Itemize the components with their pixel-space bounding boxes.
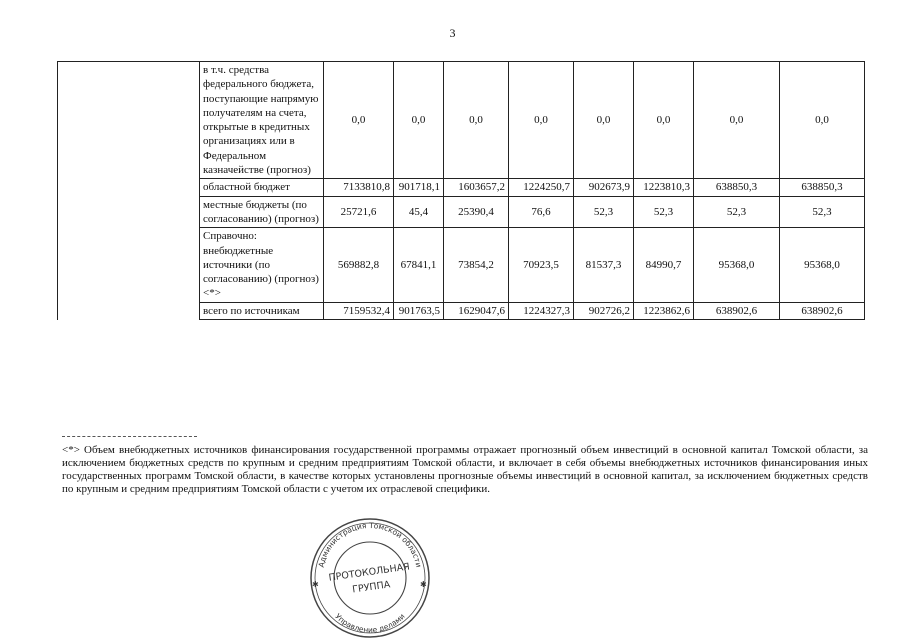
value-cell: 1224250,7 bbox=[509, 179, 574, 196]
value-cell: 901763,5 bbox=[394, 302, 444, 319]
value-cell: 638850,3 bbox=[694, 179, 780, 196]
value-cell: 95368,0 bbox=[780, 228, 865, 302]
value-cell: 0,0 bbox=[780, 62, 865, 179]
value-cell: 1224327,3 bbox=[509, 302, 574, 319]
value-cell: 1603657,2 bbox=[444, 179, 509, 196]
value-cell: 70923,5 bbox=[509, 228, 574, 302]
value-cell: 0,0 bbox=[694, 62, 780, 179]
value-cell: 52,3 bbox=[634, 196, 694, 228]
footnote-text: <*> Объем внебюджетных источников финансирования государственной программы отражает прогнозный объем инвестиций в основной капитал Томской области, за исключением бюджетных средств по крупным и средним предприятиям Томской области, и включает в себя объемы внебюджетных источников финансирования иных государственных программ Томской области, в качестве которых установлены прогнозные объемы инвестиций в основной капитал, за исключением бюджетных средств по крупным и средним предприятиям Томской области с учетом их отраслевой специфики. bbox=[62, 444, 868, 495]
value-cell: 81537,3 bbox=[574, 228, 634, 302]
value-cell: 1223862,6 bbox=[634, 302, 694, 319]
value-cell: 0,0 bbox=[509, 62, 574, 179]
value-cell: 52,3 bbox=[574, 196, 634, 228]
value-cell: 7133810,8 bbox=[324, 179, 394, 196]
value-cell: 638902,6 bbox=[694, 302, 780, 319]
value-cell: 638850,3 bbox=[780, 179, 865, 196]
value-cell: 7159532,4 bbox=[324, 302, 394, 319]
value-cell: 0,0 bbox=[444, 62, 509, 179]
value-cell: 638902,6 bbox=[780, 302, 865, 319]
value-cell: 67841,1 bbox=[394, 228, 444, 302]
value-cell: 0,0 bbox=[634, 62, 694, 179]
empty-cell bbox=[58, 62, 200, 320]
footnote-separator bbox=[62, 436, 197, 437]
stamp-outer-text: Администрация Томской области bbox=[316, 520, 424, 569]
value-cell: 901718,1 bbox=[394, 179, 444, 196]
row-label: в т.ч. средства федерального бюджета, поступающие напрямую получателям на счета, открытые в кредитных организациях или в Федеральном казначействе (прогноз) bbox=[200, 62, 324, 179]
budget-table bbox=[57, 61, 865, 320]
value-cell: 25721,6 bbox=[324, 196, 394, 228]
value-cell: 84990,7 bbox=[634, 228, 694, 302]
row-label: всего по источникам bbox=[200, 302, 324, 319]
stamp-center-line2: ГРУППА bbox=[351, 579, 391, 596]
value-cell: 73854,2 bbox=[444, 228, 509, 302]
stamp-center-line1: ПРОТОКОЛЬНАЯ bbox=[327, 561, 411, 584]
stamp-bottom-text: Управление делами bbox=[333, 611, 407, 635]
value-cell: 52,3 bbox=[780, 196, 865, 228]
stamp-star-icon: ✱ bbox=[312, 580, 319, 589]
value-cell: 0,0 bbox=[394, 62, 444, 179]
row-label: областной бюджет bbox=[200, 179, 324, 196]
protocol-group-stamp bbox=[302, 512, 437, 640]
value-cell: 0,0 bbox=[324, 62, 394, 179]
value-cell: 569882,8 bbox=[324, 228, 394, 302]
value-cell: 1223810,3 bbox=[634, 179, 694, 196]
value-cell: 902673,9 bbox=[574, 179, 634, 196]
value-cell: 25390,4 bbox=[444, 196, 509, 228]
value-cell: 52,3 bbox=[694, 196, 780, 228]
value-cell: 45,4 bbox=[394, 196, 444, 228]
value-cell: 76,6 bbox=[509, 196, 574, 228]
table-row bbox=[58, 62, 865, 179]
value-cell: 902726,2 bbox=[574, 302, 634, 319]
value-cell: 95368,0 bbox=[694, 228, 780, 302]
stamp-star-icon: ✱ bbox=[420, 580, 427, 589]
value-cell: 0,0 bbox=[574, 62, 634, 179]
row-label: Справочно: внебюджетные источники (по согласованию) (прогноз) <*> bbox=[200, 228, 324, 302]
value-cell: 1629047,6 bbox=[444, 302, 509, 319]
page-number: 3 bbox=[449, 26, 456, 40]
row-label: местные бюджеты (по согласованию) (прогноз) bbox=[200, 196, 324, 228]
